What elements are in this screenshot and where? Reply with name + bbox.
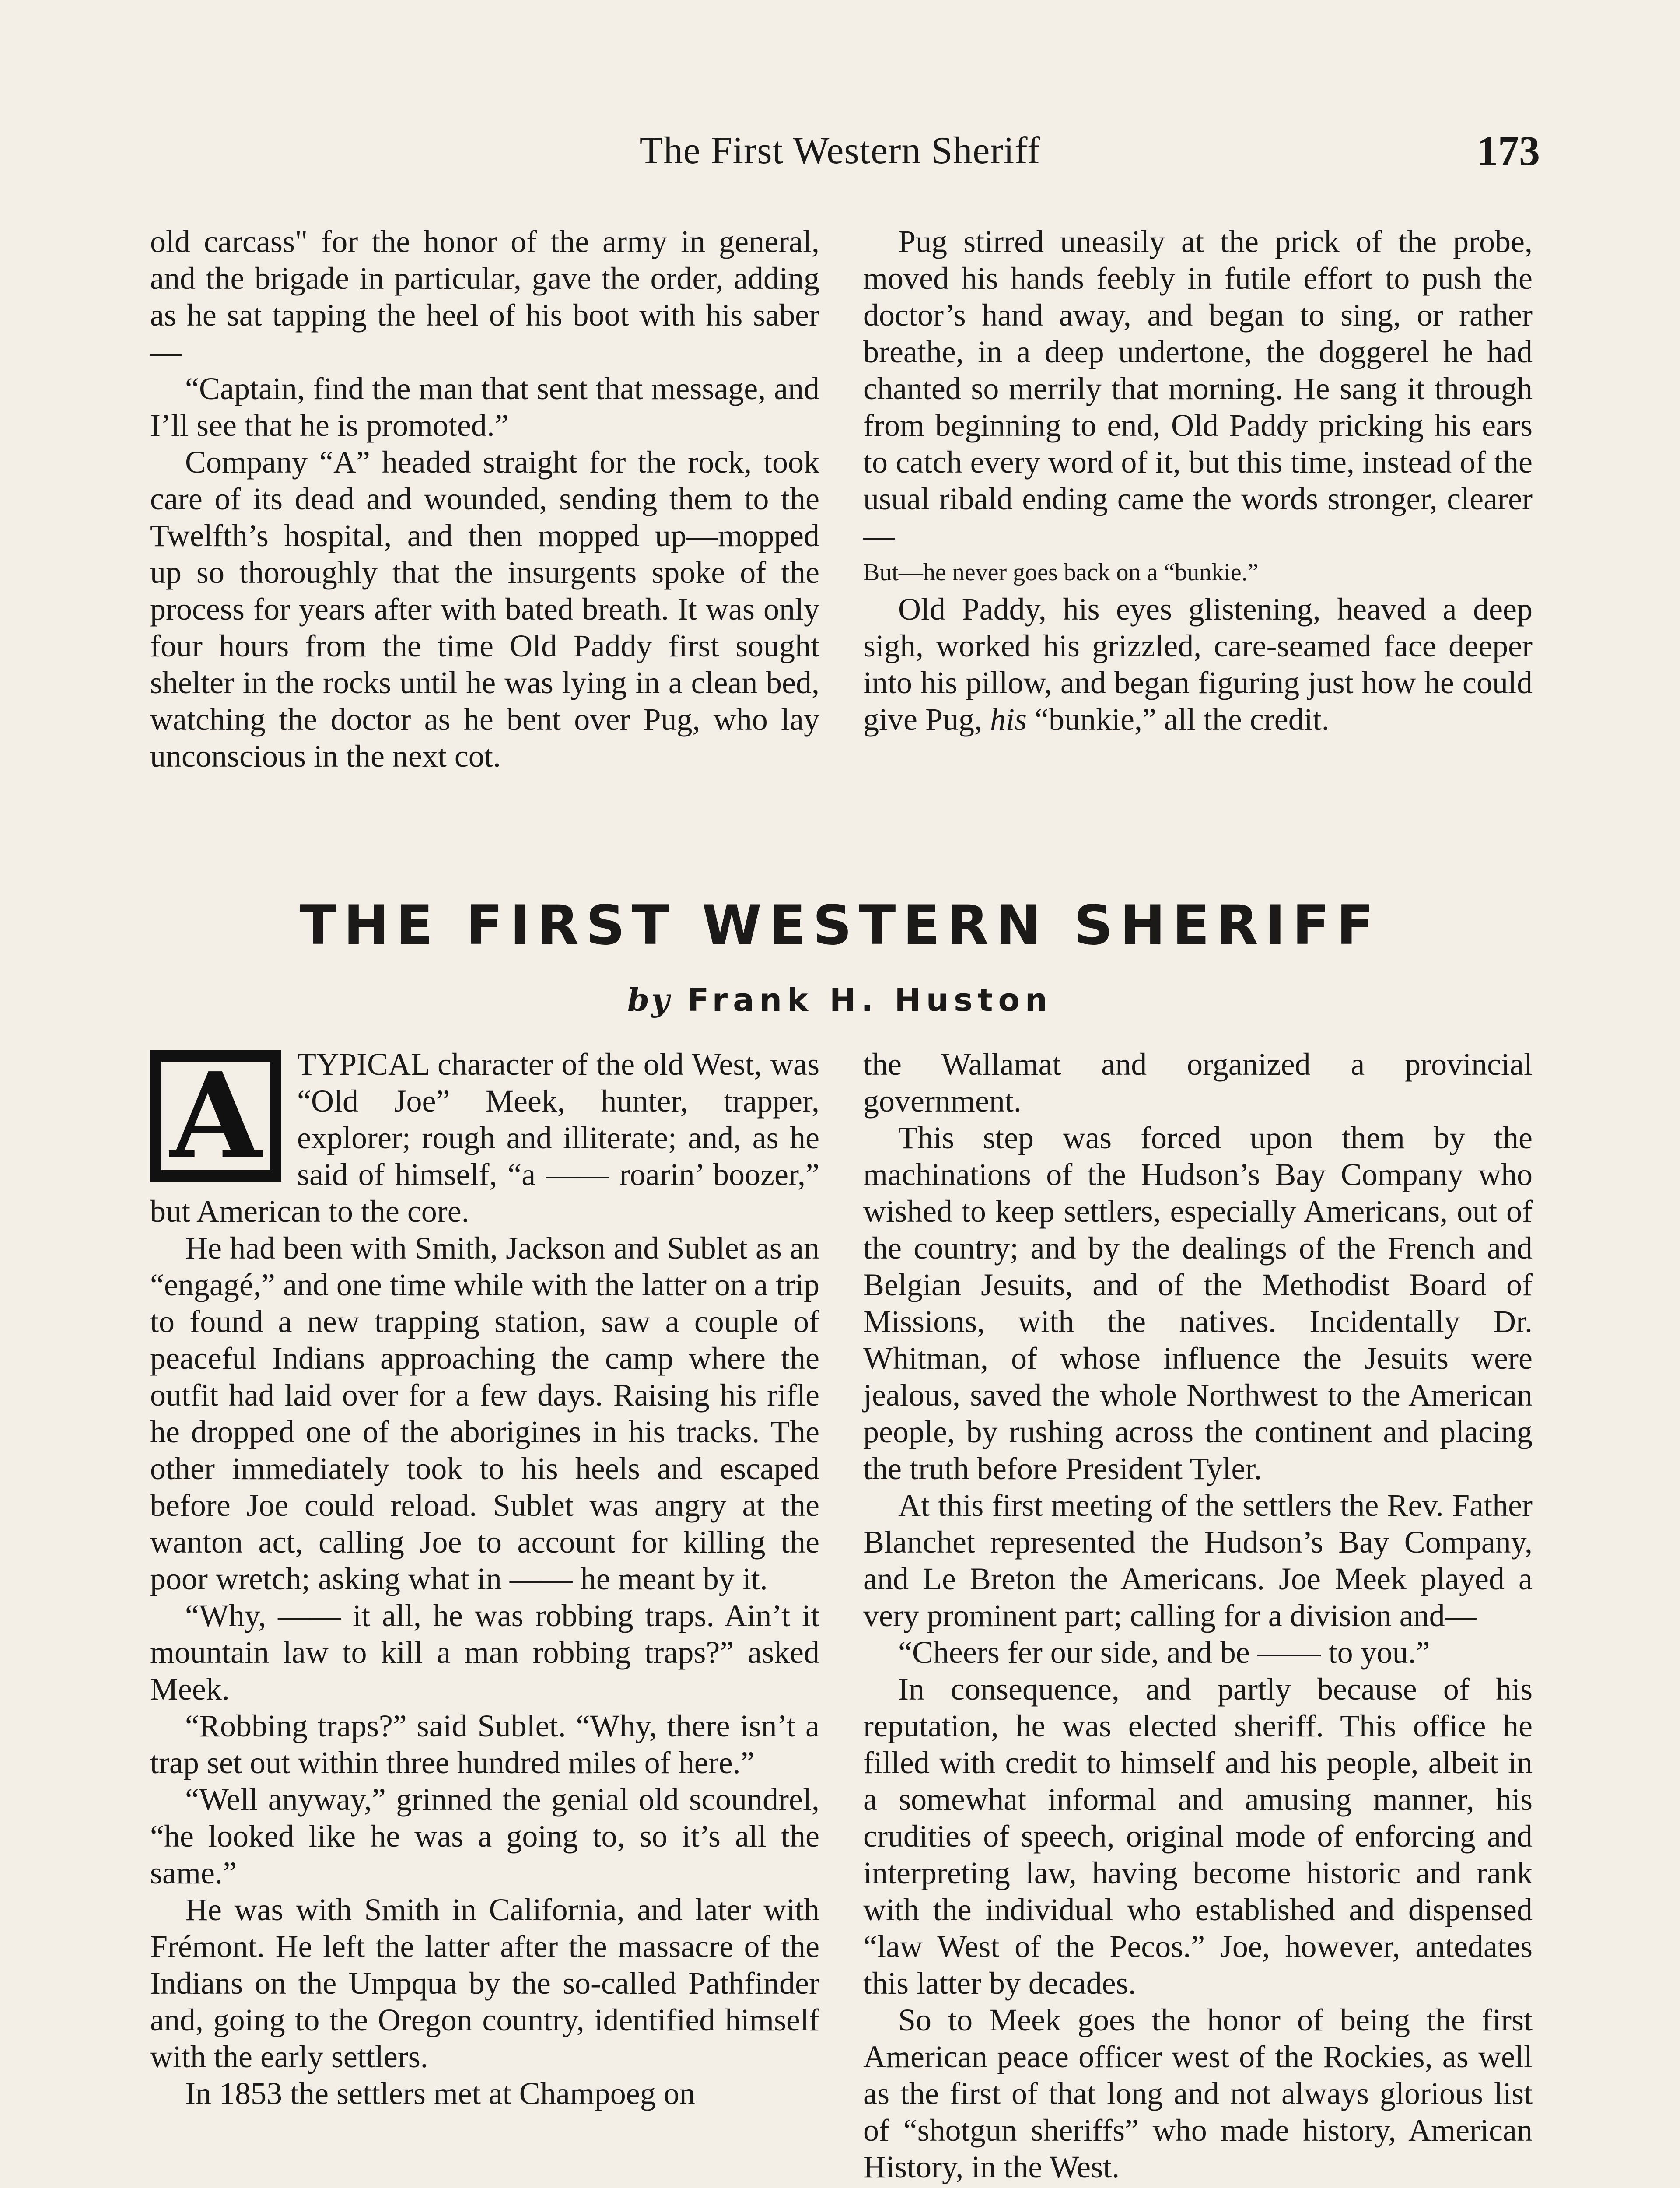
article-right-column <box>863 1046 1533 2185</box>
article-left-column <box>150 1046 819 2112</box>
closing-text-end: “bunkie,” all the credit. <box>1027 702 1330 737</box>
paragraph: “Captain, find the man that sent that message, and I’ll see that he is promoted.” <box>150 371 819 443</box>
paragraph: He was with Smith in California, and later with Frémont. He left the latter after the massacre of the Indians on the Umpqua by the so-called Pathfinder and, going to the Oregon country, identified himself with the early settlers. <box>150 1892 819 2074</box>
byline <box>0 978 1680 1022</box>
page-number: 173 <box>1477 127 1540 174</box>
drop-cap-letter: A <box>170 1046 262 1185</box>
verse-line: But—he never goes back on a “bunkie.” <box>863 559 1259 586</box>
drop-cap <box>150 1046 281 1185</box>
opening-text: TYPICAL character of the old West, was “Old Joe” Meek, hunter, trapper, explorer; rough and illiterate; and, as he said of himself, “a —— roarin’ boozer,” but American to the core. <box>150 1047 819 1229</box>
closing-emphasis: his <box>990 702 1027 737</box>
paragraph: In consequence, and partly because of his reputation, he was elected sheriff. This office he filled with credit to himself and his people, albeit in a somewhat informal and amusing manner, his crudities of speech, original mode of enforcing and interpreting law, having become historic and rank with the individual who established and dispensed “law West of the Pecos.” Joe, however, antedates this latter by decades. <box>863 1672 1533 2001</box>
prev-story-right-column <box>863 223 1533 738</box>
running-title: The First Western Sheriff <box>639 130 1041 172</box>
closing-text-start: Old Paddy, his eyes glistening, heaved a deep sigh, worked his grizzled, care-seamed face deeper into his pillow, and began figuring just how he could give Pug, <box>863 592 1533 737</box>
paragraph: “Why, —— it all, he was robbing traps. Ain’t it mountain law to kill a man robbing traps?” asked Meek. <box>150 1598 819 1707</box>
byline-author: Frank H. Huston <box>687 982 1053 1018</box>
paragraph: He had been with Smith, Jackson and Sublet as an “engagé,” and one time while with the latter on a trip to found a new trapping station, saw a couple of peaceful Indians approaching the camp where the outfit had laid over for a few days. Raising his rifle he dropped one of the aborigines in his tracks. The other immediately took to his heels and escaped before Joe could reload. Sublet was angry at the wanton act, calling Joe to account for killing the poor wretch; asking what in —— he meant by it. <box>150 1231 819 1596</box>
paragraph: This step was forced upon them by the machinations of the Hudson’s Bay Company who wished to keep settlers, especially Americans, out of the country; and by the dealings of the French and Belgian Jesuits, and of the Methodist Board of Missions, with the natives. Incidentally Dr. Whitman, of whose influence the Jesuits were jealous, saved the whole Northwest to the American people, by rushing across the continent and placing the truth before President Tyler. <box>863 1120 1533 1486</box>
paragraph: old carcass" for the honor of the army in general, and the brigade in particular, gave the order, adding as he sat tapping the heel of his boot with his saber— <box>150 224 819 369</box>
paragraph: “Robbing traps?” said Sublet. “Why, there isn’t a trap set out within three hundred miles of here.” <box>150 1708 819 1780</box>
paragraph: “Cheers fer our side, and be —— to you.” <box>898 1635 1430 1670</box>
page-header <box>0 127 1680 175</box>
opening-paragraph <box>150 1046 819 1230</box>
paragraph: “Well anyway,” grinned the genial old scoundrel, “he looked like he was a going to, so it’s all the same.” <box>150 1782 819 1890</box>
prev-story-left-column <box>150 223 819 775</box>
paragraph: So to Meek goes the honor of being the first American peace officer west of the Rockies, as well as the first of that long and not always glorious list of “shotgun sheriffs” who made history, American History, in the West. <box>863 2002 1533 2184</box>
paragraph: At this first meeting of the settlers the Rev. Father Blanchet represented the Hudson’s Bay Company, and Le Breton the Americans. Joe Meek played a very prominent part; calling for a division and— <box>863 1488 1533 1633</box>
closing-paragraph <box>863 591 1533 738</box>
byline-by: by <box>627 981 672 1018</box>
paragraph: Pug stirred uneasily at the prick of the probe, moved his hands feebly in futile effort to push the doctor’s hand away, and began to sing, or rather breathe, in a deep undertone, the doggerel he had chanted so merrily that morning. He sang it through from beginning to end, Old Paddy pricking his ears to catch every word of it, but this time, instead of the usual ribald ending came the words stronger, clearer— <box>863 224 1533 553</box>
paragraph: In 1853 the settlers met at Champoeg on <box>185 2076 695 2111</box>
paragraph-continued: the Wallamat and organized a provincial government. <box>863 1047 1533 1119</box>
paragraph: Company “A” headed straight for the rock, took care of its dead and wounded, sending them to the Twelfth’s hospital, and then mopped up—mopped up so thoroughly that the insurgents spoke of the process for years after with bated breath. It was only four hours from the time Old Paddy first sought shelter in the rocks until he was lying in a clean bed, watching the doctor as he bent over Pug, who lay unconscious in the next cot. <box>150 445 819 774</box>
article-title: THE FIRST WESTERN SHERIFF <box>299 894 1381 957</box>
